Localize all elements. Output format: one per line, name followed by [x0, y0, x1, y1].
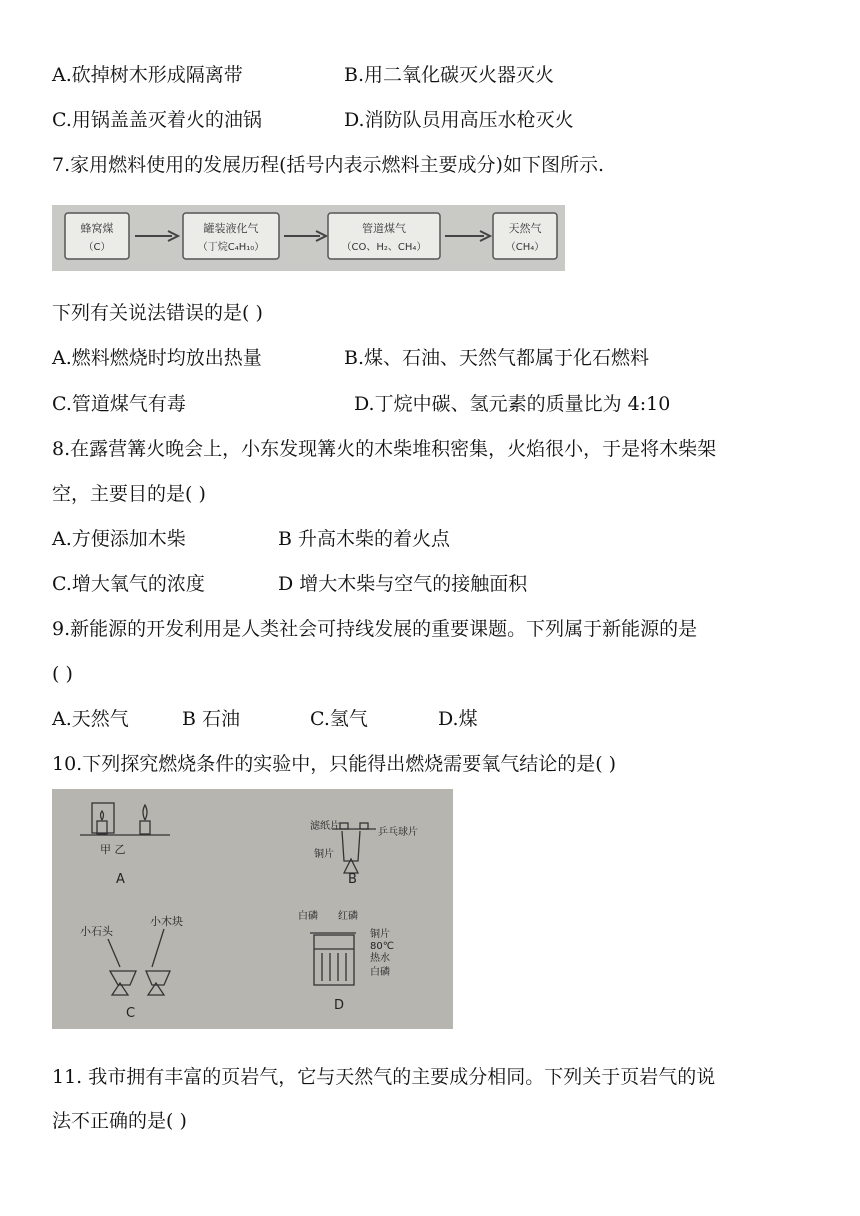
flow-box-pipeline-gas	[328, 213, 440, 259]
experiment-b-letter: B	[348, 872, 357, 887]
flow-name-4: 天然气	[508, 222, 542, 235]
flow-name-2: 罐装液化气	[203, 222, 259, 235]
flow-formula-4: （CH₄）	[505, 242, 545, 253]
q9-option-c: C.氢气	[310, 708, 368, 730]
experiment-b-label-pingpong: 乒乓球片	[378, 827, 418, 838]
flow-name-1: 蜂窝煤	[80, 222, 114, 235]
experiment-c-label-stone: 小石头	[80, 925, 113, 938]
experiment-d-label-copper: 铜片	[370, 929, 390, 940]
experiment-a-letter: A	[116, 872, 125, 887]
q7-option-c: C.管道煤气有毒	[52, 393, 186, 415]
q8-option-d: D 增大木柴与空气的接触面积	[278, 573, 528, 595]
q10-stem: 10.下列探究燃烧条件的实验中，只能得出燃烧需要氧气结论的是( )	[52, 753, 617, 775]
combustion-experiment-figure	[52, 789, 453, 1029]
flow-name-3: 管道煤气	[362, 222, 406, 235]
q8-option-b: B 升高木柴的着火点	[278, 528, 451, 550]
experiment-d-label-red-p: 红磷	[338, 911, 358, 922]
q8-option-a: A.方便添加木柴	[52, 528, 186, 550]
flow-formula-2: （丁烷C₄H₁₀）	[197, 242, 265, 253]
experiment-d-letter: D	[334, 998, 345, 1013]
q9-stem-line2: ( )	[52, 663, 73, 685]
q9-option-a: A.天然气	[52, 708, 129, 730]
experiment-b-label-filter-paper: 滤纸片	[310, 821, 340, 832]
q11-stem-line2: 法不正确的是( )	[52, 1110, 187, 1132]
q7-option-b: B.煤、石油、天然气都属于化石燃料	[344, 347, 650, 369]
q6-option-a: A.砍掉树木形成隔离带	[52, 64, 243, 86]
experiment-b-label-copper: 铜片	[314, 849, 334, 860]
experiment-a-labels: 甲 乙	[100, 843, 126, 856]
q8-option-c: C.增大氧气的浓度	[52, 573, 205, 595]
q6-option-b: B.用二氧化碳灭火器灭火	[344, 64, 555, 86]
q7-option-d: D.丁烷中碳、氢元素的质量比为 4:10	[354, 393, 671, 415]
experiment-d-label-white-p: 白磷	[298, 911, 318, 922]
q9-option-d: D.煤	[438, 708, 478, 730]
experiment-c-letter: C	[126, 1006, 136, 1021]
q7-option-a: A.燃料燃烧时均放出热量	[52, 347, 262, 369]
flow-box-honeycomb-coal	[65, 213, 129, 259]
q7-stem: 7.家用燃料使用的发展历程(括号内表示燃料主要成分)如下图所示.	[52, 154, 604, 176]
q11-stem-line1: 11. 我市拥有丰富的页岩气，它与天然气的主要成分相同。下列关于页岩气的说	[52, 1066, 716, 1088]
flow-box-natural-gas	[493, 213, 557, 259]
experiment-d-label-temp: 80℃	[370, 941, 394, 952]
q8-stem-line1: 8.在露营篝火晚会上，小东发现篝火的木柴堆积密集，火焰很小，于是将木柴架	[52, 438, 717, 460]
flow-formula-1: （C）	[83, 242, 111, 253]
flow-box-lpg	[183, 213, 279, 259]
q6-option-c: C.用锅盖盖灭着火的油锅	[52, 109, 262, 131]
flow-formula-3: （CO、H₂、CH₄）	[341, 242, 427, 253]
q8-stem-line2: 空，主要目的是( )	[52, 483, 206, 505]
experiment-d-label-hot-water: 热水	[370, 953, 390, 964]
fuel-history-flow-figure	[52, 205, 565, 271]
q9-stem-line1: 9.新能源的开发利用是人类社会可持线发展的重要课题。下列属于新能源的是	[52, 618, 698, 640]
q7-question: 下列有关说法错误的是( )	[52, 302, 263, 324]
experiment-c-label-wood: 小木块	[150, 915, 183, 928]
q9-option-b: B 石油	[182, 708, 241, 730]
experiment-d-label-white-p-bottom: 白磷	[370, 967, 390, 978]
q6-option-d: D.消防队员用高压水枪灭火	[344, 109, 574, 131]
